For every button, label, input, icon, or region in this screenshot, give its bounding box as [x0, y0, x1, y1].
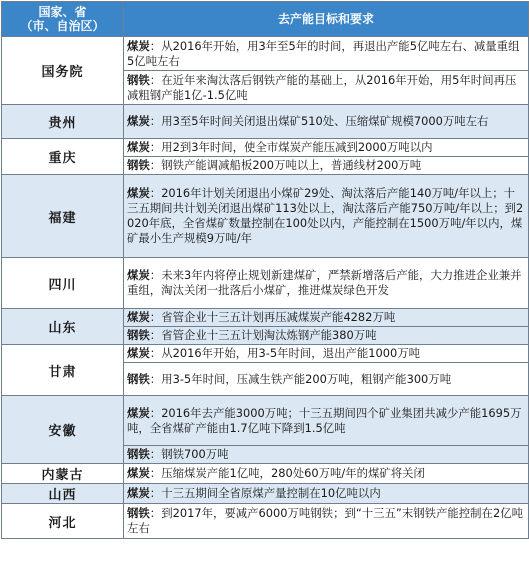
industry-label: 钢铁 [127, 72, 150, 87]
goal-column-header: 去产能目标和要求 [124, 2, 529, 37]
table-row [2, 309, 529, 327]
goal-text: ：在近年来淘汰落后钢铁产能的基础上，从2016年开始，用5年时间再压减粗钢产能1亿-1.5亿吨 [127, 72, 517, 102]
goal-cell [124, 139, 529, 157]
goal-text: ：从2016年开始，用3年至5年的时间，再退出产能5亿吨左右、减量重组5亿吨左右 [127, 38, 520, 68]
region-cell: 山西 [2, 484, 124, 504]
table-row [2, 139, 529, 157]
industry-label: 煤炭 [127, 186, 150, 200]
goal-cell [124, 484, 529, 504]
table-row [2, 504, 529, 539]
goal-text: ：十三五期间全省原煤产量控制在10亿吨以内 [149, 486, 381, 500]
goal-text: ：2016年去产能3000万吨；十三五期间四个矿业集团共减少产能1695万吨，全省煤矿产能由1.7亿吨下降到1.5亿吨 [127, 405, 522, 435]
table-row [2, 105, 529, 139]
industry-label: 煤炭 [127, 486, 150, 500]
industry-label: 钢铁 [127, 506, 150, 520]
goal-text: ：省管企业十三五计划再压减煤炭产能4282万吨 [149, 310, 396, 324]
industry-label: 煤炭 [127, 38, 150, 53]
region-cell: 山东 [2, 309, 124, 345]
goal-cell [124, 258, 529, 309]
region-cell: 内蒙古 [2, 464, 124, 484]
region-column-header [2, 2, 124, 37]
goal-text: ：省管企业十三五计划淘汰炼钢产能380万吨 [149, 328, 377, 342]
goal-cell [124, 175, 529, 258]
goal-text: ：钢铁700万吨 [149, 447, 229, 461]
table-row [2, 175, 529, 258]
table-row [2, 258, 529, 309]
industry-label: 煤炭 [127, 405, 150, 420]
goal-cell [124, 37, 529, 71]
goal-text: ：到2017年，要减产6000万吨钢铁；到“十三五”末钢铁产能控制在2亿吨左右 [127, 506, 523, 535]
goal-text: ：压缩煤炭产能1亿吨，280处60万吨/年的煤矿将关闭 [149, 466, 425, 480]
goal-cell [124, 105, 529, 139]
header-row [2, 2, 529, 37]
region-header-line2: （市、自治区） [20, 19, 105, 33]
industry-label: 煤炭 [127, 268, 150, 282]
goal-text: ：钢铁产能调减船板200万吨以上，普通线材200万吨 [149, 158, 422, 172]
region-cell: 福建 [2, 175, 124, 258]
industry-label: 钢铁 [127, 371, 150, 386]
industry-label: 钢铁 [127, 158, 150, 172]
goal-cell [124, 309, 529, 327]
table-row [2, 396, 529, 446]
goal-cell [124, 345, 529, 363]
industry-label: 煤炭 [127, 140, 150, 154]
table-row [2, 464, 529, 484]
industry-label: 煤炭 [127, 346, 150, 360]
goal-cell [124, 363, 529, 396]
goal-text: ：用3-5年时间，压减生铁产能200万吨，粗钢产能300万吨 [149, 371, 452, 386]
goal-text: ：用3至5年时间关闭退出煤矿510处、压缩煤矿规模7000万吨左右 [149, 114, 489, 128]
region-cell: 重庆 [2, 139, 124, 175]
industry-label: 钢铁 [127, 447, 150, 461]
region-cell: 贵州 [2, 105, 124, 139]
goal-text: ：未来3年内将停止规划新建煤矿，严禁新增落后产能，大力推进企业兼并重组，淘汰关闭一批落后小煤矿，推进煤炭绿色开发 [127, 268, 522, 297]
industry-label: 煤炭 [127, 466, 150, 480]
goal-cell [124, 157, 529, 175]
table-row [2, 37, 529, 71]
goal-cell [124, 396, 529, 446]
industry-label: 钢铁 [127, 328, 150, 342]
region-cell: 四川 [2, 258, 124, 309]
table-header [2, 2, 529, 37]
region-cell: 国务院 [2, 37, 124, 105]
industry-label: 煤炭 [127, 310, 150, 324]
region-cell: 甘肃 [2, 345, 124, 396]
goal-cell [124, 446, 529, 464]
region-cell: 安徽 [2, 396, 124, 464]
goal-text: ：从2016年开始，用3-5年时间，退出产能1000万吨 [149, 346, 421, 360]
goal-cell [124, 464, 529, 484]
table-row [2, 345, 529, 363]
capacity-reduction-table [1, 1, 529, 539]
goal-cell [124, 71, 529, 105]
table-row [2, 484, 529, 504]
goal-text: ：用2到3年时间，使全市煤炭产能压减到2000万吨以内 [149, 140, 433, 154]
region-header-line1: 国家、省 [38, 5, 87, 19]
table-body [2, 37, 529, 539]
goal-cell [124, 327, 529, 345]
goal-cell [124, 504, 529, 539]
industry-label: 煤炭 [127, 114, 150, 128]
region-cell: 河北 [2, 504, 124, 539]
goal-text: ：2016年计划关闭退出小煤矿29处、淘汰落后产能140万吨/年以上；十三五期间共计划关闭退出煤矿113处以上，淘汰落后产能750万吨/年以上；到2020年底，全省煤矿数量控制在100处以内，产能控制在1500万吨/年以内，煤矿最小生产规模9万吨/年 [127, 186, 524, 245]
